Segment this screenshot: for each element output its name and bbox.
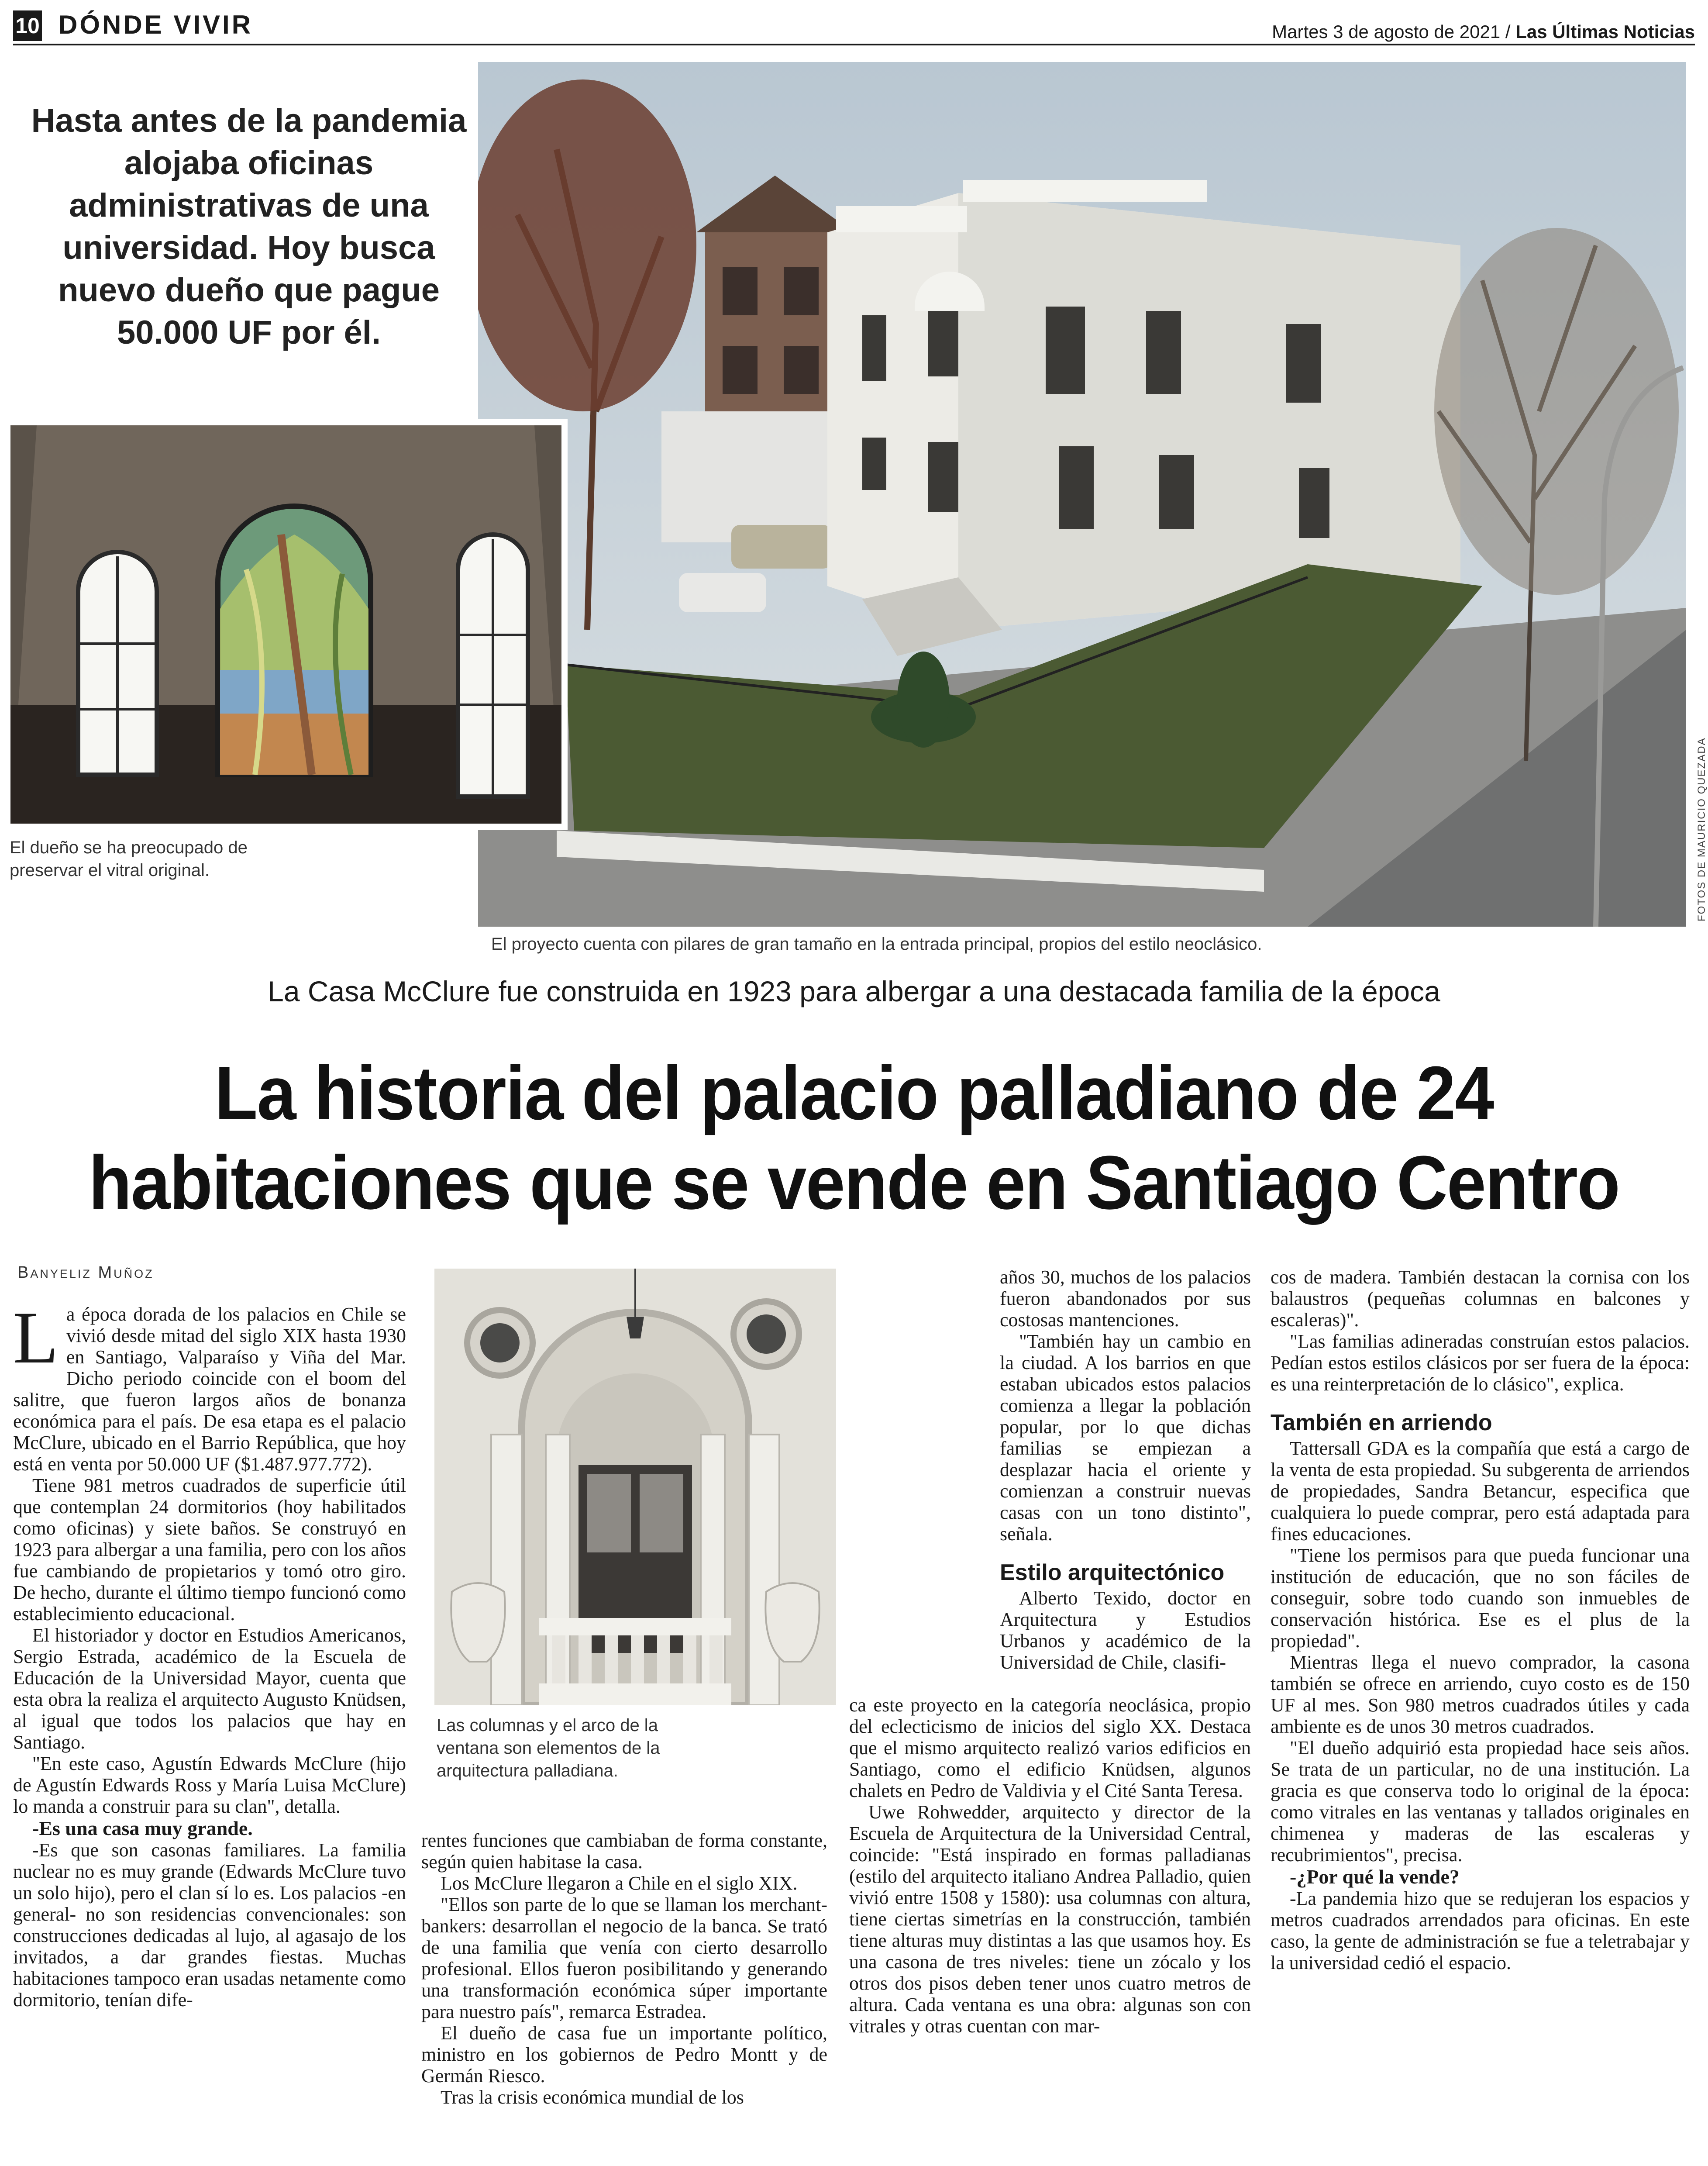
inset-photo-caption: El dueño se ha preocupado de preservar el vitral original.: [10, 838, 248, 880]
date: Martes 3 de agosto de 2021 /: [1272, 21, 1516, 42]
inset-photo-frame: [4, 419, 568, 830]
kicker: La Casa McClure fue construida en 1923 para albergar a una destacada familia de la época: [268, 975, 1440, 1007]
page-header: [13, 8, 1695, 45]
paragraph: rentes funciones que cambiaban de forma constante, según quien habitase la casa.: [421, 1830, 827, 1873]
paragraph: Uwe Rohwedder, arquitecto y director de la Escuela de Arquitectura de la Universidad Central, coincide: "Está inspirado en formas palladianas (estilo del arquitecto italiano Andrea Palladio, quien vivió entre 1508 y 1580): usa columnas con altura, tiene ciertas simetrías en la construcción, también tiene alturas muy distintas a las que usamos hoy. Es una casona de tres niveles: tiene un zócalo y los otros dos pisos deben tener unos cuatro metros de altura. Cada ventana es una obra: algunas son con vitrales y otras cuentan con mar-: [849, 1801, 1251, 2037]
byline: Banyeliz Muñoz: [17, 1263, 154, 1282]
main-photo: [478, 62, 1686, 927]
pull-quote: Hasta antes de la pandemia alojaba oficinas administrativas de una universidad. Hoy busca nuevo dueño que pague 50.000 UF por él.: [31, 102, 467, 351]
paragraph: "En este caso, Agustín Edwards McClure (hijo de Agustín Edwards Ross y María Luisa McClure) lo manda a construir para su clan", detalla.: [13, 1753, 406, 1817]
column-1: [13, 1297, 406, 2011]
column-photo-caption: Las columnas y el arco de la ventana son elementos de la arquitectura palladiana.: [437, 1716, 660, 1780]
paragraph: -La pandemia hizo que se redujeran los espacios y metros cuadrados arrendados para oficinas. En este caso, la gente de administración se fue a teletrabajar y la universidad cedió el espacio.: [1271, 1888, 1690, 1973]
section-title: DÓNDE VIVIR: [59, 10, 253, 39]
interview-question: -Es una casa muy grande.: [32, 1817, 253, 1839]
paragraph: "Las familias adineradas construían estos palacios. Pedían estos estilos clásicos por ser fuera de la época: es una reinterpretación de lo clásico", explica.: [1271, 1331, 1690, 1395]
headline-line-2: habitaciones que se vende en Santiago Centro: [88, 1140, 1620, 1225]
inset-photo: [10, 425, 561, 824]
column-2: [421, 1830, 827, 2108]
subheading-arriendo: También en arriendo: [1271, 1410, 1492, 1435]
paragraph: "El dueño adquirió esta propiedad hace seis años. Se trata de un particular, no de una institución. La gracia es que conserva todo lo original de la época: como vitrales en las ventanas y tallados originales en chimenea y maderas de las escaleras y recubrimientos", precisa.: [1271, 1737, 1690, 1866]
paragraph: Mientras llega el nuevo comprador, la casona también se ofrece en arriendo, cuyo costo es de 150 UF al mes. Son 980 metros cuadrados útiles y cada ambiente es de unos 30 metros cuadrados.: [1271, 1652, 1690, 1737]
paragraph: cos de madera. También destacan la cornisa con los balaustros (pequeñas columnas en balcones y escaleras)".: [1271, 1266, 1690, 1331]
paragraph: "También hay un cambio en la ciudad. A los barrios en que estaban ubicados estos palacios comienza a llegar la población popular, por lo que dichas familias se empiezan a desplazar hacia el oriente y comienzan a construir nuevas casas con un tono distinto", señala.: [1000, 1331, 1251, 1545]
paragraph: ca este proyecto en la categoría neoclásica, propio del eclecticismo de inicios del siglo XX. Destaca que el mismo arquitecto realizó varios edificios en Santiago, como el edificio Knüdsen, algunos chalets en Pedro de Valdivia y el Cité Santa Teresa.: [849, 1694, 1251, 1801]
drop-cap: L: [13, 1297, 59, 1379]
column-photo: [434, 1269, 836, 1705]
paragraph: Tras la crisis económica mundial de los: [441, 2087, 744, 2108]
headline-line-1: La historia del palacio palladiano de 24: [214, 1050, 1494, 1135]
paragraph: Tattersall GDA es la compañía que está a cargo de la venta de esta propiedad. Su subgerenta de arriendos de propiedades, Sandra Betancur, especifica que cualquiera lo puede comprar, pero está adaptada para fines educaciones.: [1271, 1438, 1690, 1545]
paragraph: "Tiene los permisos para que pueda funcionar una institución de educación, que no son fáciles de conseguir, sobre todo cuando son inmuebles de conservación histórica. Ese es el plus de la propiedad".: [1271, 1545, 1690, 1652]
dateline: [1272, 21, 1695, 43]
publication-name: Las Últimas Noticias: [1515, 21, 1695, 42]
column-3-top: [1000, 1266, 1251, 1673]
stained-glass-illustration: [10, 425, 561, 824]
column-3-bottom: [849, 1694, 1251, 2037]
paragraph: -Es que son casonas familiares. La familia nuclear no es muy grande (Edwards McClure tuvo un solo hijo), pero el clan sí lo es. Los palacios -en general- no son residencias convencionales: son construcciones dedicadas al lujo, al agasajo de los invitados, a dar grandes fiestas. Muchas habitaciones tampoco eran usadas netamente como dormitorio, tenían dife-: [13, 1839, 406, 2011]
page-number: 10: [13, 10, 42, 41]
interview-question: -¿Por qué la vende?: [1290, 1866, 1460, 1888]
main-photo-caption: El proyecto cuenta con pilares de gran tamaño en la entrada principal, propios del estilo neoclásico.: [491, 935, 1262, 954]
facade-illustration: [434, 1269, 836, 1705]
column-4: [1271, 1266, 1690, 1973]
paragraph: Tiene 981 metros cuadrados de superficie útil que contemplan 24 dormitorios (hoy habilitados como oficinas) y siete baños. Se construyó en 1923 para albergar a una familia, pero con los años fue cambiando de propietarios y tomó otro giro. De hecho, durante el último tiempo funcionó como establecimiento educacional.: [13, 1475, 406, 1624]
paragraph: Los McClure llegaron a Chile en el siglo XIX.: [441, 1873, 798, 1894]
paragraph: Alberto Texido, doctor en Arquitectura y Estudios Urbanos y académico de la Universidad de Chile, clasifi-: [1000, 1587, 1251, 1673]
paragraph: El historiador y doctor en Estudios Americanos, Sergio Estrada, académico de la Escuela de Educación de la Universidad Mayor, cuenta que esta obra la realiza el arquitecto Augusto Knüdsen, al igual que todos los palacios que hay en Santiago.: [13, 1624, 406, 1753]
palace-illustration: [478, 62, 1686, 927]
paragraph: años 30, muchos de los palacios fueron abandonados por sus costosas mantenciones.: [1000, 1266, 1251, 1331]
paragraph: a época dorada de los palacios en Chile se vivió desde mitad del siglo XIX hasta 1930 en Santiago, Valparaíso y Viña del Mar. Dicho periodo coincide con el boom del salitre, que fueron largos años de bonanza económica para el país. De esa etapa es el palacio McClure, ubicado en el Barrio República, que hoy está en venta por 50.000 UF ($1.487.977.772).: [13, 1304, 406, 1475]
photo-credit: FOTOS DE MAURICIO QUEZADA: [1696, 737, 1708, 921]
headline: [60, 1048, 1648, 1227]
paragraph: "Ellos son parte de lo que se llaman los merchant-bankers: desarrollan el negocio de la banca. Se trató de una familia que venía con cierto desarrollo profesional. Ellos fueron posibilitando y generando una transformación económica súper importante para nuestro país", remarca Estradea.: [421, 1894, 827, 2022]
paragraph: El dueño de casa fue un importante político, ministro en los gobiernos de Pedro Montt y de Germán Riesco.: [421, 2022, 827, 2087]
subheading-estilo: Estilo arquitectónico: [1000, 1560, 1225, 1585]
